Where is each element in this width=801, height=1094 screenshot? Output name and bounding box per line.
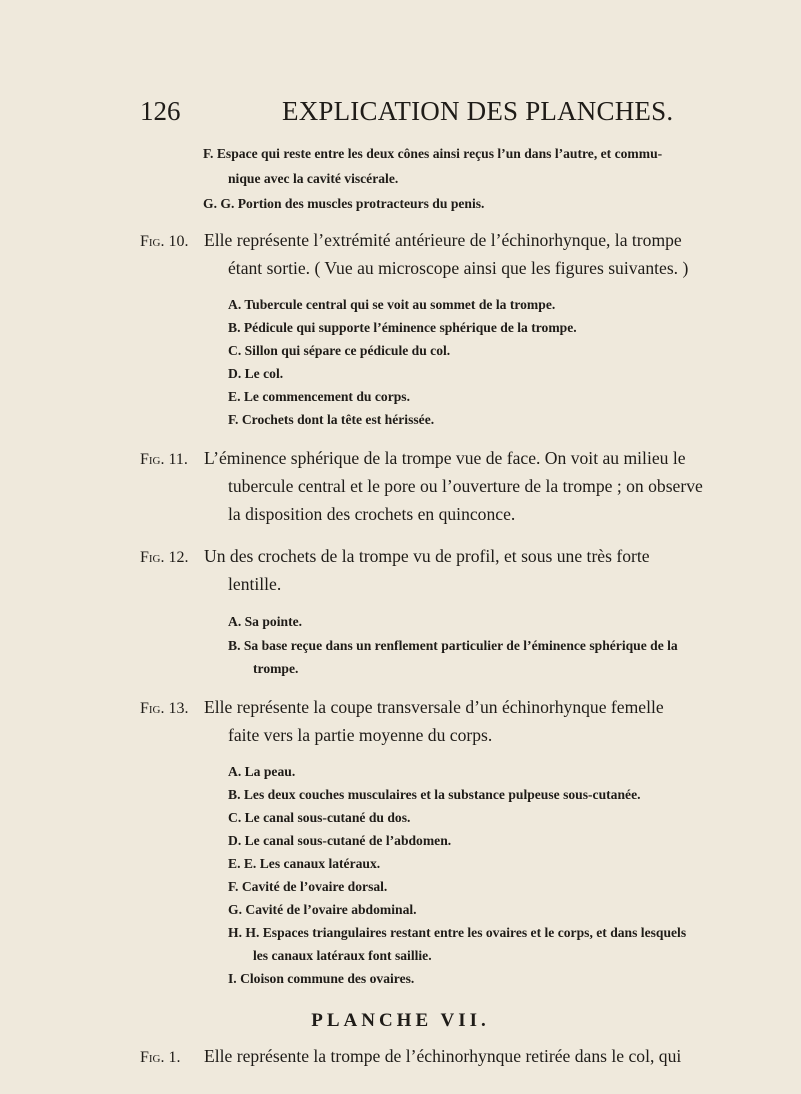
legend-item: D. Le col.: [228, 366, 284, 381]
figure-description-line: la disposition des crochets en quinconce.: [228, 504, 516, 524]
figure-description-line: Un des crochets de la trompe vu de profil, et sous une très forte: [204, 546, 650, 566]
legend-item-continuation: les canaux latéraux font saillie.: [253, 948, 432, 963]
legend-item: A. La peau.: [228, 764, 296, 779]
figure-label: Fig. 10.: [140, 233, 189, 250]
legend-item: C. Sillon qui sépare ce pédicule du col.: [228, 343, 451, 358]
figure-label: Fig. 12.: [140, 549, 189, 566]
figure-description-line: tubercule central et le pore ou l’ouverture de la trompe ; on observe: [228, 476, 703, 496]
legend-item-continuation: nique avec la cavité viscérale.: [228, 171, 399, 186]
legend-item: A. Tubercule central qui se voit au sommet de la trompe.: [228, 297, 556, 312]
legend-item: A. Sa pointe.: [228, 614, 303, 629]
legend-item: B. Pédicule qui supporte l’éminence sphérique de la trompe.: [228, 320, 577, 335]
figure-description-line: lentille.: [228, 574, 282, 594]
figure-label: Fig. 1.: [140, 1049, 181, 1066]
legend-item: F. Crochets dont la tête est hérissée.: [228, 412, 435, 427]
figure-description-line: Elle représente l’extrémité antérieure de l’échinorhynque, la trompe: [204, 230, 682, 250]
legend-item: F. Cavité de l’ovaire dorsal.: [228, 879, 388, 894]
legend-item-continuation: trompe.: [253, 661, 299, 676]
legend-item: E. Le commencement du corps.: [228, 389, 410, 404]
legend-item: D. Le canal sous-cutané de l’abdomen.: [228, 833, 452, 848]
figure-label: Fig. 13.: [140, 700, 189, 717]
figure-description-line: étant sortie. ( Vue au microscope ainsi que les figures suivantes. ): [228, 258, 689, 278]
legend-item: E. E. Les canaux latéraux.: [228, 856, 381, 871]
legend-item: G. G. Portion des muscles protracteurs du penis.: [203, 196, 485, 211]
plate-heading: PLANCHE VII.: [311, 1010, 490, 1031]
legend-item: H. H. Espaces triangulaires restant entre les ovaires et le corps, et dans lesquels: [228, 925, 687, 940]
figure-description-line: Elle représente la coupe transversale d’un échinorhynque femelle: [204, 697, 664, 717]
legend-item: B. Sa base reçue dans un renflement particulier de l’éminence sphérique de la: [228, 638, 678, 653]
page-number: 126: [140, 96, 181, 126]
legend-item: G. Cavité de l’ovaire abdominal.: [228, 902, 417, 917]
running-title: EXPLICATION DES PLANCHES.: [282, 96, 674, 126]
figure-description-line: L’éminence sphérique de la trompe vue de face. On voit au milieu le: [204, 448, 686, 468]
page-header: [140, 96, 740, 130]
legend-item: B. Les deux couches musculaires et la substance pulpeuse sous-cutanée.: [228, 787, 641, 802]
legend-item: F. Espace qui reste entre les deux cônes ainsi reçus l’un dans l’autre, et commu-: [203, 146, 663, 161]
legend-item: C. Le canal sous-cutané du dos.: [228, 810, 411, 825]
legend-item: I. Cloison commune des ovaires.: [228, 971, 415, 986]
figure-label: Fig. 11.: [140, 451, 188, 468]
figure-description-line: faite vers la partie moyenne du corps.: [228, 725, 493, 745]
figure-description-line: Elle représente la trompe de l’échinorhynque retirée dans le col, qui: [204, 1046, 682, 1066]
